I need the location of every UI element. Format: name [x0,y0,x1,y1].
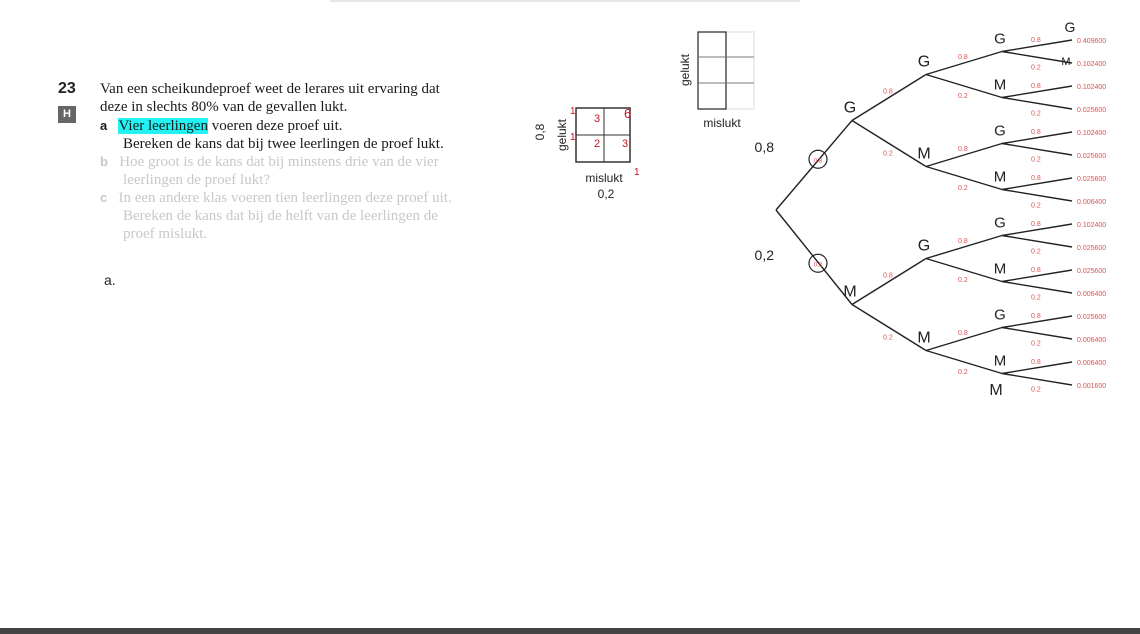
large-grid-y-label: gelukt [678,53,692,87]
leaf-prob-label: 0.001600 [1077,383,1107,390]
part-c-line-2: Bereken de kans dat bij de helft van de leerlingen de [123,208,438,224]
probability-tree [755,19,1107,399]
part-a-rest: voeren deze proef uit. [207,118,343,134]
leaf-prob-label: 0.006400 [1077,199,1107,206]
small-grid-mark-3: 1 [634,167,640,178]
small-grid-x-label: mislukt [585,171,623,185]
intro-line-2: deze in slechts 80% van de gevallen lukt. [100,99,348,115]
branch-prob-label: 0.8 [1031,128,1041,136]
part-a-line-2: Bereken de kans dat bij twee leerlingen de proef lukt. [123,136,444,152]
large-grid [678,32,754,130]
tree-branch [852,305,926,351]
small-grid-y-label: gelukt [555,118,569,152]
branch-prob-label: 0.2 [1031,340,1041,348]
outcome-m-label: M [1061,56,1071,68]
leaf-prob-label: 0.102400 [1077,61,1107,68]
branch-prob-label: 0.8 [883,88,893,96]
tree-branch [776,121,852,211]
highlighted-text: Vier leerlingen [118,118,208,134]
branch-prob-label: 0.8 [1031,266,1041,274]
bottom-toolbar-edge [0,628,1140,634]
branch-prob-label: 0.2 [958,185,968,192]
branch-prob-label: 0.2 [1031,386,1041,394]
branch-prob-label: 0.2 [1031,202,1041,210]
branch-prob-label: 0.8 [958,238,968,245]
leaf-prob-label: 0.102400 [1077,130,1107,137]
outcome-g-label: G [1064,19,1076,35]
large-grid-frame [698,32,726,109]
branch-prob-label: 0.2 [1031,64,1041,72]
outcome-m-label: M [917,329,931,347]
root-prob-label: 0,8 [754,139,774,155]
small-grid-cell-1: 3 [594,113,601,125]
small-grid-cell-3: 2 [594,138,601,150]
tree-branch [1002,236,1072,248]
part-c-text: In een andere klas voeren tien leerlingen deze proef uit. [118,190,452,206]
tree-branch [776,210,852,305]
outcome-m-label: M [993,76,1007,94]
branch-prob-label: 0.8 [958,54,968,61]
branch-prob-label: 0.2 [883,150,893,158]
leaf-prob-label: 0.006400 [1077,337,1107,344]
tree-branch [1002,374,1072,386]
leaf-prob-label: 0.006400 [1077,291,1107,298]
small-grid-cell-4: 3 [622,138,629,150]
part-c-label: c [100,190,108,205]
leaf-prob-label: 0.409600 [1077,38,1107,45]
leaf-prob-label: 0.025600 [1077,268,1107,275]
outcome-m-label: M [993,260,1007,278]
part-c-line-3: proef mislukt. [123,226,208,242]
outcome-g-label: G [994,122,1006,140]
leaf-prob-label: 0.102400 [1077,84,1107,91]
branch-prob-label: 0.2 [958,93,968,100]
branch-prob-label: 0.8 [1031,358,1041,366]
small-grid [533,106,640,201]
branch-prob-label: 0.2 [1031,294,1041,302]
leaf-prob-label: 0.025600 [1077,153,1107,160]
branch-prob-label: 0.8 [958,146,968,153]
part-b-line-2: leerlingen de proef lukt? [123,172,271,188]
leaf-prob-label: 0.025600 [1077,176,1107,183]
outcome-g-label: G [917,237,931,255]
tree-branch [1002,190,1072,202]
leaf-prob-label: 0.025600 [1077,314,1107,321]
outcome-m-label: M [989,382,1003,399]
root-prob-label: 0,2 [754,247,774,263]
tree-branch [852,121,926,167]
large-grid-x-label: mislukt [703,116,741,130]
circle-prob-label: 0.2 [813,262,823,269]
small-grid-mark-1: 1 [570,106,576,117]
tree-branch [852,259,926,305]
branch-prob-label: 0.8 [1031,312,1041,320]
branch-prob-label: 0.2 [958,369,968,376]
part-a-label: a [100,118,108,133]
branch-prob-label: 0.8 [1031,82,1041,90]
branch-prob-label: 0.2 [958,277,968,284]
outcome-g-label: G [843,99,857,117]
tree-branch [1002,98,1072,110]
branch-prob-label: 0.8 [883,272,893,280]
branch-prob-label: 0.2 [883,334,893,342]
outcome-m-label: M [843,283,857,301]
branch-prob-label: 0.8 [1031,36,1041,44]
leaf-prob-label: 0.025600 [1077,107,1107,114]
tree-branch [1002,328,1072,340]
branch-prob-label: 0.8 [958,330,968,337]
branch-prob-label: 0.2 [1031,248,1041,256]
branch-prob-label: 0.8 [1031,220,1041,228]
part-b-label: b [100,154,108,169]
small-grid-y-prob: 0,8 [533,123,547,141]
outcome-m-label: M [993,352,1007,370]
level-badge: H [58,106,76,123]
leaf-prob-label: 0.006400 [1077,360,1107,367]
tree-branch [852,75,926,121]
outcome-g-label: G [917,53,931,71]
part-b-text: Hoe groot is de kans dat bij minstens drie van de vier [119,154,439,170]
tree-branch [1002,144,1072,156]
outcome-g-label: G [994,214,1006,232]
outcome-g-label: G [994,30,1006,48]
leaf-prob-label: 0.025600 [1077,245,1107,252]
small-grid-x-prob: 0,2 [597,187,615,201]
branch-prob-label: 0.8 [1031,174,1041,182]
answer-mark: a. [104,272,116,288]
leaf-prob-label: 0.102400 [1077,222,1107,229]
circle-prob-label: 0.8 [813,158,823,165]
outcome-m-label: M [917,145,931,163]
branch-prob-label: 0.2 [1031,110,1041,118]
small-grid-mark-2: 1 [570,132,576,143]
branch-prob-label: 0.2 [1031,156,1041,164]
question-number: 23 [58,80,76,97]
tree-branch [1002,282,1072,294]
outcome-m-label: M [993,168,1007,186]
small-grid-cell-2: 6 [624,106,632,121]
outcome-g-label: G [994,306,1006,324]
intro-line-1: Van een scheikundeproef weet de lerares uit ervaring dat [100,81,440,97]
